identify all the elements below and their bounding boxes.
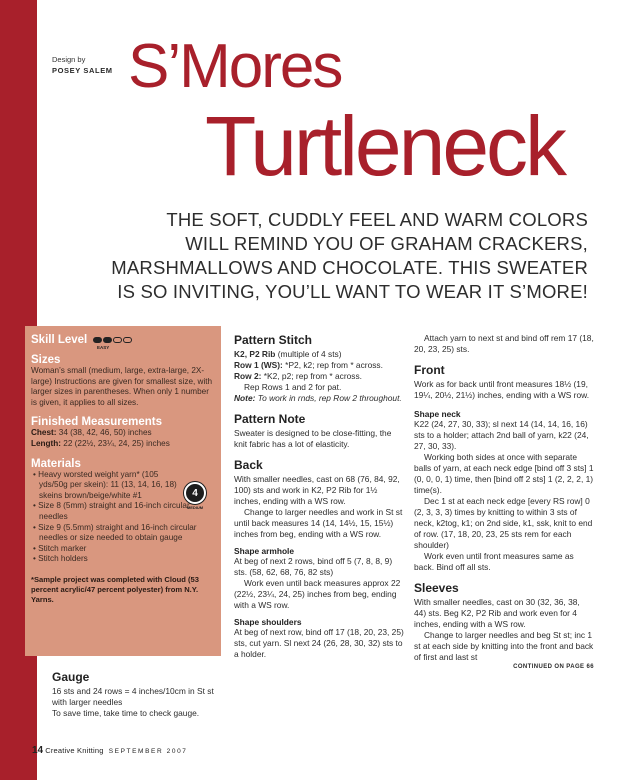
- deck-line: IS SO INVITING, YOU’LL WANT TO WEAR IT S’MORE!: [117, 281, 588, 302]
- materials-item: • Stitch marker: [31, 544, 215, 555]
- front-heading: Front: [414, 363, 445, 377]
- note-text: To work in rnds, rep Row 2 throughout.: [255, 393, 402, 403]
- materials-item: • Heavy worsted weight yarn* (105 yds/50g per skein): 11 (13, 14, 16, 18) skeins brown/beige/white #1: [31, 470, 181, 502]
- sleeves-paragraph: With smaller needles, cast on 30 (32, 36, 38, 44) sts. Beg K2, P2 Rib and work even for 4 inches, ending with a WS row.: [414, 597, 580, 629]
- chest-label: Chest:: [31, 428, 57, 438]
- sleeves-paragraph: Change to larger needles and beg St st; inc 1 st at each side by knitting into the front and back of first and last st: [414, 630, 594, 662]
- repeat-text: Rep Rows 1 and 2 for pat.: [244, 382, 342, 392]
- magazine-name: Creative Knitting: [45, 746, 104, 755]
- rounds-note: [234, 393, 406, 404]
- neck-paragraph: Working both sides at once with separate balls of yarn, at each neck edge [bind off 3 sts] 1 (0, 0, 0, 1) time, then [bind off 2 sts] 1 (2, 2, 2, 1) time(s).: [414, 452, 594, 495]
- row-1-label: Row 1 (WS):: [234, 360, 283, 370]
- sleeves-heading: Sleeves: [414, 581, 459, 595]
- note-label: Note:: [234, 393, 256, 403]
- pattern-note-text: Sweater is designed to be close-fitting, the knit fabric has a lot of elasticity.: [234, 428, 392, 449]
- skill-pip: [103, 337, 112, 343]
- sample-project-note: *Sample project was completed with Cloud (53 percent acrylic/47 percent polyester) from N.Y. Yarns.: [31, 574, 199, 604]
- materials-item: • Size 9 (5.5mm) straight and 16-inch circular needles or size needed to obtain gauge: [31, 523, 215, 544]
- pattern-note-heading: Pattern Note: [234, 412, 306, 426]
- deck-line: THE SOFT, CUDDLY FEEL AND WARM COLORS: [166, 209, 588, 230]
- materials-item: • Size 8 (5mm) straight and 16-inch circular needles: [31, 501, 215, 522]
- title-line-1: S’Mores: [128, 32, 342, 101]
- sizes-text: Woman’s small (medium, large, extra-large, 2X-large) Instructions are given for smallest size, with larger sizes in parentheses. When only 1 number is given, it applies to all sizes.: [31, 366, 213, 407]
- deck-text: [48, 208, 588, 304]
- neck-paragraph: Dec 1 st at each neck edge [every RS row] 0 (2, 3, 3, 3) times by knitting to within 3 sts of neck, k2tog, k1; on 2nd side, k1, ssk, knit to end of row. (17, 18, 20, 23, 25 sts rem for each shoulder): [414, 496, 593, 550]
- page-footer: [32, 745, 188, 756]
- skill-level-heading: Skill Level: [31, 334, 88, 346]
- continued-link[interactable]: CONTINUED ON PAGE 66: [513, 664, 594, 670]
- gauge-tip: To save time, take time to check gauge.: [52, 708, 200, 718]
- length-value: 22 (22½, 23¼, 24, 25) inches: [61, 438, 170, 448]
- row-1-text: *P2, k2; rep from * across.: [282, 360, 383, 370]
- row-2: [234, 371, 406, 382]
- shape-armhole-heading: Shape armhole: [234, 546, 295, 556]
- back-paragraph: Change to larger needles and work in St st until back measures 14 (14, 14½, 15, 15½) inches from beg, ending with a WS row.: [234, 507, 403, 539]
- materials-heading: Materials: [31, 457, 81, 470]
- chest-measurement: [31, 428, 215, 439]
- back-heading: Back: [234, 458, 263, 472]
- skill-level-value: EASY: [97, 345, 110, 350]
- rib-text: (multiple of 4 sts): [275, 349, 342, 359]
- page-number: 14: [32, 745, 44, 756]
- skill-pip: [113, 337, 122, 343]
- front-paragraph: Work as for back until front measures 18½ (19, 19¼, 20½, 21½) inches, ending with a WS row.: [414, 379, 590, 400]
- shape-neck-heading: Shape neck: [414, 409, 461, 419]
- yarn-weight-number: 4: [184, 482, 206, 504]
- row-2-label: Row 2:: [234, 371, 262, 381]
- finished-measurements-heading: Finished Measurements: [31, 416, 163, 429]
- row-2-text: *K2, p2; rep from * across.: [261, 371, 362, 381]
- materials-list: [31, 470, 181, 502]
- neck-paragraph: K22 (24, 27, 30, 33); sl next 14 (14, 14, 16, 16) sts to a holder; attach 2nd ball of yarn, k22 (24, 27, 30, 33).: [414, 419, 589, 451]
- rib-pattern: [234, 349, 406, 360]
- instructions-column-2: [234, 333, 406, 660]
- yarn-weight-icon: [181, 482, 209, 512]
- gauge-section: [52, 670, 227, 719]
- back-paragraph: With smaller needles, cast on 68 (76, 84, 92, 100) sts and work in K2, P2 Rib for 1½ inches, ending with a WS row.: [234, 474, 400, 506]
- rib-label: K2, P2 Rib: [234, 349, 276, 359]
- chest-value: 34 (38, 42, 46, 50) inches: [56, 428, 152, 438]
- length-measurement: [31, 439, 215, 450]
- title-line-2: Turtleneck: [205, 99, 565, 193]
- length-label: Length:: [31, 438, 62, 448]
- deck-line: MARSHMALLOWS AND CHOCOLATE. THIS SWEATER: [111, 257, 588, 278]
- shape-shoulders-heading: Shape shoulders: [234, 617, 302, 627]
- pattern-stitch-heading: Pattern Stitch: [234, 333, 313, 347]
- yarn-weight-label: MEDIUM: [186, 505, 204, 510]
- shoulders-paragraph: At beg of next row, bind off 17 (18, 20, 23, 25) sts, cut yarn. Sl next 24 (26, 28, 30, 32) sts to a holder.: [234, 627, 404, 659]
- info-sidebar: [25, 326, 221, 656]
- skill-level-meter: [93, 337, 132, 343]
- neck-paragraph: Work even until front measures same as back. Bind off all sts.: [414, 551, 574, 572]
- row-1: [234, 360, 406, 371]
- gauge-text: 16 sts and 24 rows = 4 inches/10cm in St st with larger needles: [52, 686, 214, 707]
- attach-paragraph: Attach yarn to next st and bind off rem 17 (18, 20, 23, 25) sts.: [414, 333, 594, 354]
- instructions-column-3: [414, 333, 594, 670]
- sizes-heading: Sizes: [31, 354, 61, 366]
- byline-label: Design by: [52, 55, 86, 64]
- gauge-heading: Gauge: [52, 670, 90, 684]
- armhole-paragraph: Work even until back measures approx 22 (22½, 23¼, 24, 25) inches from beg, ending with a WS row.: [234, 578, 401, 610]
- deck-line: WILL REMIND YOU OF GRAHAM CRACKERS,: [185, 233, 588, 254]
- skill-pip: [93, 337, 102, 343]
- armhole-paragraph: At beg of next 2 rows, bind off 5 (7, 8, 8, 9) sts. (58, 62, 68, 76, 82 sts): [234, 556, 393, 577]
- skill-pip: [123, 337, 132, 343]
- issue-date: SEPTEMBER 2007: [108, 748, 188, 755]
- materials-item: • Stitch holders: [31, 554, 215, 565]
- designer-name: POSEY SALEM: [52, 66, 113, 75]
